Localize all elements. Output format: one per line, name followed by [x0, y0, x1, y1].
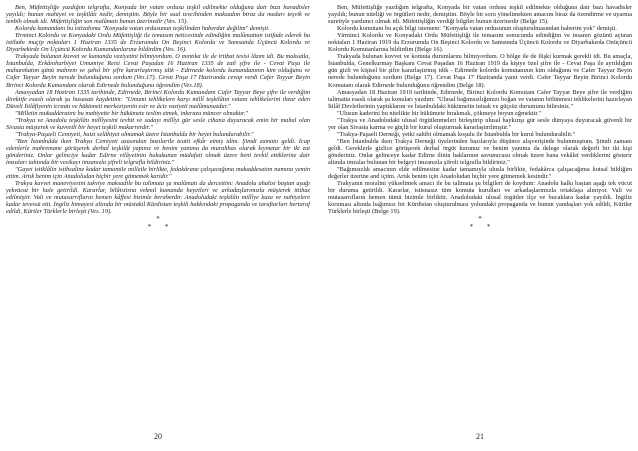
- left-paragraph: "Trakya-Paşaeli Cemiyeti, haizi selâhiyet olmamak üzere İstanbulda bir heyet bulundurabilir.": [15, 130, 254, 138]
- divider-stars-top: *: [156, 215, 160, 224]
- left-paragraph: "Ben İstanbulda iken Trakya Cemiyeti azasından bazılarile teatii efkâr etmiş idim. Şimdi zamanı geldi. İcap edenlerle mahremane görüşerek derhal teşkilât yapınız ve benim yanıma da murahhas olarak kıymetar bir iki zat gönderiniz. Onlar gelinciye kadar Edirne vilâyetinin hukukunun müdafaii olmak üzere beni tevkil ettiklerine dair imzaları tahtında bir vesikayı imzanızla şifreli telgrafla bildiriniz.": [6, 137, 310, 167]
- right-paragraph: Trakyada bulunan kuvvet ve komuta durumlarını bilmiyordum. O bölge ile de ilişki kurmak gerekli idi. Bu amaçla, İstanbulda, Genelkurmay Başkanı Cevat Paşadan 16 Haziran 1919 da kişiye özel şifre ile - Cevat Paşa ile ayrıldığım gün gizli ve kişisel bir şifre kararlaştırmış idik - Edirnede kolordu komutanının kim olduğunu ve Cafer Tayyar Beyin nerede bulunduğunu sordum (Belge 17). Cevat Paşa 17 Haziranda yanıt verdi. Cafer Tayyar Beyin Birinci Kolordu Komutanı olarak Edirnede bulunduğunu öğrendim (Belge 18).: [328, 53, 632, 89]
- right-page: [328, 4, 632, 449]
- divider-stars-top: *: [478, 215, 482, 224]
- right-paragraph: "Trakya-Paşaeli Derneği, yetki sahibi olmamak koşulu ile İstanbulda bir kurul bulundurabilir.": [337, 130, 576, 138]
- left-paragraph: "Gayei istiklâlin istihsaline kadar tamamile milletle birlikte, fedakârane çalışacağıma mukaddesatım namına yemin ettim. Artık benim için Anadoludan hiçbir yere gitmemek karidir.": [6, 166, 310, 181]
- right-paragraph: "Bağımsızlık amacının elde edilmesine kadar tamamıyla ulusla birlikte, fedakârca çalışacağıma kutsal bildiğim değerler üzerine and içtim. Artık benim için Anadoludan hiçbir yere gitmemek kesindir.": [328, 166, 632, 181]
- right-section-divider: [328, 216, 632, 231]
- left-paragraph: "Trakya ve Anadolu teşkilâtı millîyesini tevhit ve sadayı millîyi gür sesle cihana duyuracak emin bir mahal olan Sivasta müşterek ve kuvvetli bir heyet teşkili mukarrerdir.": [6, 116, 310, 131]
- left-page-number: 20: [154, 432, 162, 441]
- right-paragraph: Amasyadan 18 Haziran 1919 tarihinde, Edirnede, Birinci Kolordu Komutanı Cafer Tayyar Beye şifre ile verdiğim talimatta esaslı olarak şu konuları yazdım: "Ulusal bağımsızlığımızı boğan ve vatanın bölünmesi tehlikelerini hazırlayan İtilâf Devletlerinin yaptıklarını ve İstanbuldaki hükümetin tutsak ve güçsüz durumunu bilirsiniz.": [328, 88, 632, 110]
- left-page-text: [6, 4, 310, 215]
- left-paragraph: Amasyadan 18 Haziran 1335 tarihinde, Edirnede, Birinci Kolordu Kumandanı Cafer Tayyar Beye şifre ile verdiğim direktife esaslı olarak şu hususatı kaydettim: "Umumi tehlikelere karşı millî teşkilâtın vatanı tehlikelerini ihzar eden Düveli İtilâfiyenin icraatı ve hükümeti merkeziyenin esir ve âciz vaziyeti malûmunuzdur.": [6, 88, 310, 110]
- right-page-number: 21: [476, 432, 484, 441]
- left-page: [6, 4, 310, 449]
- right-paragraph: "Trakya ve Anadoludaki ulusal örgütlenmeleri birleştirip ulusal haykırışı gür sesle dünyaya duyuracak güvenli bir yer olan Sivasta karma ve güçlü bir kurul oluşturmak kararlaştırılmıştır.": [328, 116, 632, 131]
- divider-stars-bottom: * *: [147, 222, 175, 231]
- right-paragraph: Ben, Müfettişliğe yazdığım telgrafta, Konyada bir vatan ordusu teşkil edilmekte olduğuna dair bazı havadisler yayıldı; bunun niteliği ve örgütleri nedir, demiştim. Böyle bir soru yöneltmekten amacım biraz da özendirme ve uyarma suretiyle yardımcı olmak idi. Müfettişliğin verdiği bilgiler bunun üzerinedir (Belge 15).: [328, 4, 632, 26]
- right-paragraph: Trakyanın moralini yükseltmek amacı ile bu talimata şu bilgileri de koydum: Anadolu halkı baştan aşağı tek vücut bir duruma getirildi. Kararlar, istisnasız tüm komuta kurulları ve arkadaşlarımızla ortaklaşa alınıyor. Vali ve mutasarrıfların hemen tümü bizimle birliktir. Anadoludaki ulusal örgütler ilçe ve bucaklara kadar yayıldı. İngiliz koruması altında bağımsız bir Kürdistan oluşturulması yolundaki propaganda ve bunun yandaşları yok edildi, Kürtler Türklerle birleşti (Belge 19).: [328, 180, 632, 216]
- left-paragraph: Trakya kuvvei maneviyesini takviye maksadile bu talimata şu malûmatı da dercettim: Anadolu ahalisi baştan aşağı yekvücut bir hale getirildi. Kararlar, bilâistisna vekmil kumanda heyetleri ve arkadaşlarımızla müşterek ittihaz edilmiştir. Vali ve mutasarrıfların hemen kâffesi bizimle beraberdir. Anadoludaki teşkilâtı millîye kuza ve nahiyelere kadar tevessü etti. İngiliz himayesi altında bir müstakil Kürdistan teşkili hakkındaki propaganda ve taraftarları bertaraf edildi, Kürtler Türklerle birleşti (Ves. 19).: [6, 180, 310, 216]
- left-paragraph: Yirminci Kolordu ve Konyadaki Ordu Müfettişliği ile temasım neticesinde edindiğim malûmattan istifade ederek bu istihabı muçip noktaları 1 Haziran 1335 de Erzurumda On Beşinci Kolordu ve Samsunda Üçüncü Kolordu ve Diyarbekirde On Üçüncü Kolordu Kumandanlarına bildirdim (Ves. 16).: [6, 32, 310, 54]
- left-paragraph: Trakyada bulunan kuvvet ve kumanda vaziyetini bilmiyordum. O mıntıka ile de irtibat tesisi lâzım idi. Bu maksatla, İstanbulda, Erkânıharbiyei Umumiye Reisi Cevat Paşadan 16 Haziran 1335 de zatî şifre ile - Cevat Paşa ile muharekatım günü mahrem ve şahsî bir şifre kararlaştırmış idik - Edirnede kolordu kumandanının kim olduğunu ve Cafer Tayyar Beyin nerede bulunduğunu sordum (Ves.17). Cevat Paşa 17 Haziranda cevap verdi Cafer Tayyar Beyin Birinci Kolordu Kumandanı olarak Edirnede bulunduğunu öğrendim (Ves.18).: [6, 53, 310, 89]
- right-paragraph: "Ulusun kaderini bu nitelikte bir hükümete bırakmak, çökmeye boyun eğmektir.": [337, 109, 542, 117]
- right-paragraph: Kolordu komutanı bu açık bilgi istemem: "Konyada vatan ordusunun oluşturulmasından haberim yok" demişti.: [337, 25, 617, 33]
- left-paragraph: Ben, Müfettişliğe yazdığım telgrafta, Konyada bir vatan ordusu teşkil edilmekte olduğuna dair bazı havadisler yayıldı; bunun mahiyet ve teşkilâtı nedir, demiştim. Böyle bir sual tevcihinden maksadım biraz da medarı teşvik ve tenbih olmak idi. Müfettişliğin son malûmatı bunun üzerinedir (Ves. 15).: [6, 4, 310, 26]
- divider-stars-bottom: * *: [469, 222, 497, 231]
- left-paragraph: Kolordu kumandanı bu istizahıma "Konyada vatan ordusunun teşkilinden haberdar değilim" demişti.: [15, 25, 270, 33]
- left-paragraph: "Milletin mukadderatını bu mahiyette bir hükümete teslim etmek, inkıraza müncer olmaktır.": [15, 109, 248, 117]
- right-paragraph: Yirminci Kolordu ve Konyadaki Ordu Müfettişliği ile temasım sonucunda edindiğim ve insanın gözünü açtıran noktaları 1 Haziran 1919 da Erzurumda On Beşinci Kolordu ve Samsunda Üçüncü Kolordu ve Diyarbakırda Onüçüncü Kolordu Komutanlarına bildirdim (Belge 16).: [328, 32, 632, 54]
- right-page-text: [328, 4, 632, 215]
- right-paragraph: "Ben İstanbulda iken Trakya Derneği üyelerinden bazılarıyla düşünce alışverişinde bulunmuştum. Şimdi zamanı geldi. Gereklerle gizlice görüşerek derhal örgüt kurunuz ve benim yanıma da delege olarak değerli bir iki kişi gönderiniz. Onlar gelinceye kadar Edirne ilinin haklarının savunucusu olmak üzere bana vekâlet verdiklerini gösterir altında imzalar bulunan bir belgeyi imzanızla şifreli telgrafla bildiriniz.": [328, 137, 632, 167]
- left-section-divider: [6, 216, 310, 231]
